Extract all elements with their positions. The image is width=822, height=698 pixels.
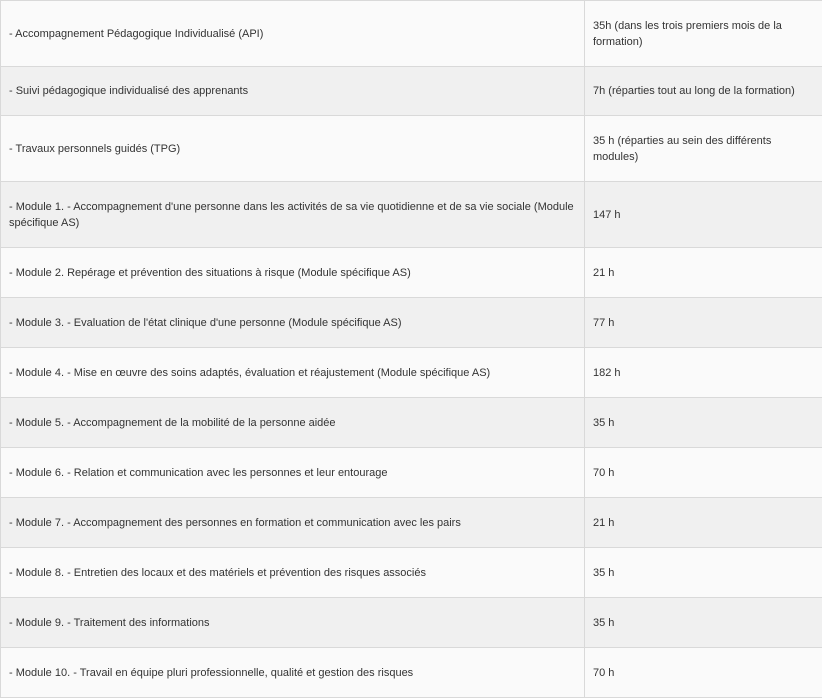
table-row <box>1 548 822 598</box>
table-row <box>1 498 822 548</box>
hours-cell: 77 h <box>585 298 822 348</box>
table-row <box>1 116 822 182</box>
table-row <box>1 348 822 398</box>
module-cell: - Travaux personnels guidés (TPG) <box>1 116 585 182</box>
table-row <box>1 598 822 648</box>
hours-cell: 21 h <box>585 498 822 548</box>
hours-cell: 35 h <box>585 598 822 648</box>
table-row <box>1 1 822 67</box>
module-cell: - Module 8. - Entretien des locaux et des matériels et prévention des risques associés <box>1 548 585 598</box>
table-row <box>1 298 822 348</box>
hours-cell: 35 h (réparties au sein des différents modules) <box>585 116 822 182</box>
hours-cell: 70 h <box>585 448 822 498</box>
hours-cell: 7h (réparties tout au long de la formation) <box>585 67 822 116</box>
module-cell: - Module 4. - Mise en œuvre des soins adaptés, évaluation et réajustement (Module spécifique AS) <box>1 348 585 398</box>
table-row <box>1 67 822 116</box>
hours-cell: 35 h <box>585 398 822 448</box>
table-row <box>1 648 822 698</box>
module-cell: - Module 2. Repérage et prévention des situations à risque (Module spécifique AS) <box>1 248 585 298</box>
module-cell: - Module 7. - Accompagnement des personnes en formation et communication avec les pairs <box>1 498 585 548</box>
module-cell: - Module 10. - Travail en équipe pluri professionnelle, qualité et gestion des risques <box>1 648 585 698</box>
module-cell: - Accompagnement Pédagogique Individualisé (API) <box>1 1 585 67</box>
module-cell: - Module 5. - Accompagnement de la mobilité de la personne aidée <box>1 398 585 448</box>
hours-cell: 147 h <box>585 182 822 248</box>
module-cell: - Module 3. - Evaluation de l'état clinique d'une personne (Module spécifique AS) <box>1 298 585 348</box>
module-cell: - Module 1. - Accompagnement d'une personne dans les activités de sa vie quotidienne et de sa vie sociale (Module spécifique AS) <box>1 182 585 248</box>
table-row <box>1 398 822 448</box>
module-cell: - Module 6. - Relation et communication avec les personnes et leur entourage <box>1 448 585 498</box>
module-cell: - Suivi pédagogique individualisé des apprenants <box>1 67 585 116</box>
hours-cell: 182 h <box>585 348 822 398</box>
table-row <box>1 248 822 298</box>
hours-cell: 21 h <box>585 248 822 298</box>
table-row <box>1 182 822 248</box>
hours-cell: 70 h <box>585 648 822 698</box>
hours-cell: 35h (dans les trois premiers mois de la formation) <box>585 1 822 67</box>
module-cell: - Module 9. - Traitement des informations <box>1 598 585 648</box>
hours-cell: 35 h <box>585 548 822 598</box>
table-row <box>1 448 822 498</box>
